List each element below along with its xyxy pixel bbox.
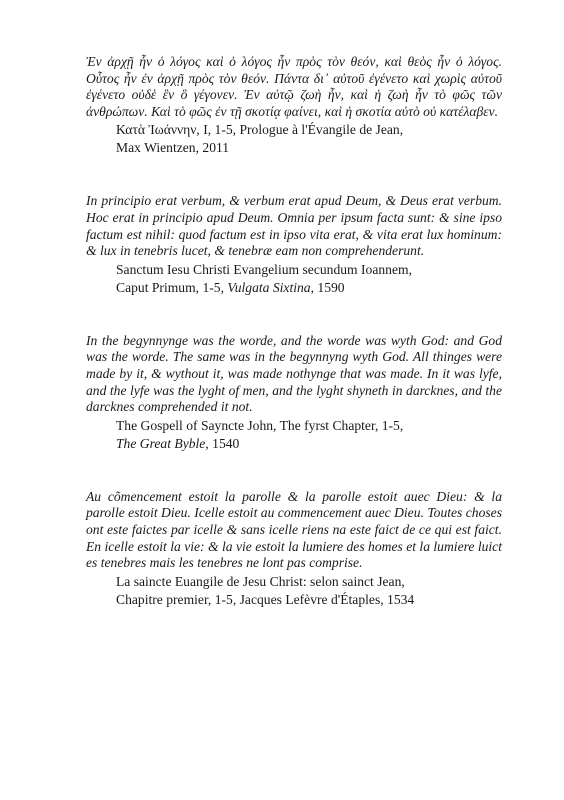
source-line-2: Max Wientzen, 2011 — [116, 140, 230, 156]
passage-latin — [86, 193, 502, 296]
source-plain: Caput Primum, 1-5, — [116, 279, 228, 295]
source-latin — [86, 261, 502, 297]
source-title: The Great Byble — [116, 435, 206, 451]
passage-text-greek: Ἐν ἀρχῇ ἦν ὁ λόγος καὶ ὁ λόγος ἦν πρὸς τὸν θεόν, καὶ θεὸς ἦν ὁ λόγος. Οὗτος ἦν ἐν ἀρχῇ πρὸς τὸν θεόν. Πάντα δι᾽ αὐτοῦ ἐγένετο καὶ χωρὶς αὐτοῦ ἐγένετο οὐδὲ ἓν ὃ γέγονεν. Ἐν αὐτῷ ζωὴ ἦν, καὶ ἡ ζωὴ ἦν τὸ φῶς τῶν ἀνθρώπων. Καὶ τὸ φῶς ἐν τῇ σκοτίᾳ φαίνει, καὶ ἡ σκοτία αὐτὸ οὐ κατέλαβεν. — [86, 54, 502, 119]
source-line-2 — [116, 435, 502, 453]
source-line-2 — [116, 279, 502, 297]
source-line-1: Κατὰ Ἰωάννην, I, 1-5, Prologue à l'Évangile de Jean, — [116, 122, 404, 138]
passage-greek — [86, 54, 502, 157]
passage-french — [86, 489, 502, 609]
source-year: , 1590 — [310, 279, 345, 295]
source-year: , 1540 — [205, 435, 240, 451]
passage-text-latin: In principio erat verbum, & verbum erat apud Deum, & Deus erat verbum. Hoc erat in principio apud Deum. Omnia per ipsum facta sunt: & sine ipso factum est nihil: quod factum est in ipso vita erat, & vita erat lux hominum: & lux in tenebris lucet, & tenebræ eam non comprehenderunt. — [86, 193, 502, 259]
source-line-1: La saincte Euangile de Jesu Christ: selon sainct Jean, — [116, 573, 405, 589]
passage-text-french: Au cõmencement estoit la parolle & la parolle estoit auec Dieu: & la parolle estoit Dieu. Icelle estoit au commencement auec Dieu. Toutes choses ont este faictes par icelle & sans icelle riens na este faict de ce qui est faict. En icelle estoit la vie: & la vie estoit la lumiere des homes et la lumiere luict es tenebres mais les tenebres ne lont pas comprise. — [86, 488, 502, 571]
source-french — [86, 573, 502, 609]
passage-english — [86, 333, 502, 453]
source-line-1: The Gospell of Sayncte John, The fyrst Chapter, 1-5, — [116, 417, 404, 433]
passage-text-english: In the begynnynge was the worde, and the worde was wyth God: and God was the worde. The same was in the begynnyng wyth God. All thinges were made by it, & wythout it, was made nothynge that was made. In it was lyfe, and the lyfe was the lyght of men, and the lyght shyneth in darcknes, and the darcknes comprehended it not. — [86, 332, 502, 415]
source-line-2: Chapitre premier, 1-5, Jacques Lefèvre d'Étaples, 1534 — [116, 591, 415, 607]
source-title: Vulgata Sixtina — [227, 279, 311, 295]
source-english — [86, 417, 502, 453]
source-greek — [86, 121, 502, 157]
source-line-1: Sanctum Iesu Christi Evangelium secundum Ioannem, — [116, 261, 412, 277]
